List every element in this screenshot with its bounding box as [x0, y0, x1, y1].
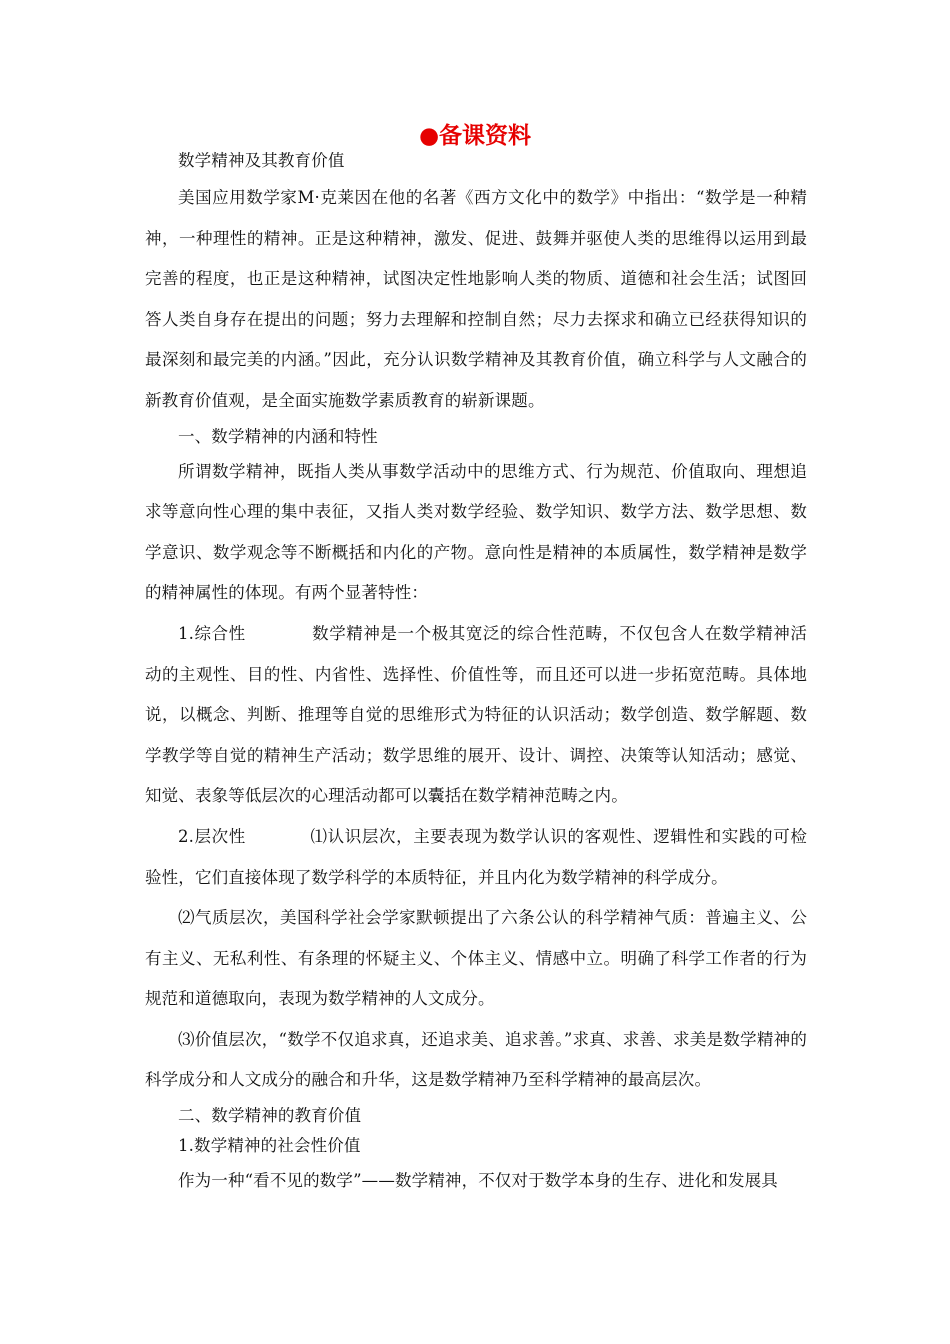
item-hierarchy	[145, 817, 807, 898]
paragraph-temperament-level: ⑵气质层次，美国科学社会学家默顿提出了六条公认的科学精神气质：普遍主义、公有主义、无私利性、有条理的怀疑主义、个体主义、情感中立。明确了科学工作者的行为规范和道德取向，表现为数学精神的人文成分。	[145, 908, 807, 1009]
paragraph-value-level: ⑶价值层次，“数学不仅追求真，还追求美、追求善。”求真、求善、求美是数学精神的科学成分和人文成分的融合和升华，这是数学精神乃至科学精神的最高层次。	[145, 1029, 807, 1090]
section-heading-2: 二、数学精神的教育价值	[178, 1106, 362, 1126]
paragraph-social-value: 作为一种“看不见的数学”——数学精神，不仅对于数学本身的生存、进化和发展具	[178, 1171, 778, 1191]
subsection-heading: 1.数学精神的社会性价值	[178, 1136, 361, 1156]
item-label: 1.综合性	[178, 623, 246, 643]
document-body	[145, 146, 807, 1202]
item-text: 数学精神是一个极其宽泛的综合性范畴，不仅包含人在数学精神活动的主观性、目的性、内省性、选择性、价值性等，而且还可以进一步拓宽范畴。具体地说，以概念、判断、推理等自觉的思维形式为特征的认识活动；数学创造、数学解题、数学教学等自觉的精神生产活动；数学思维的展开、设计、调控、决策等认知活动；感觉、知觉、表象等低层次的心理活动都可以囊括在数学精神范畴之内。	[145, 623, 807, 806]
item-label: 2.层次性	[178, 826, 246, 846]
paragraph-intro: 美国应用数学家M·克莱因在他的名著《西方文化中的数学》中指出：“数学是一种精神，一种理性的精神。正是这种精神，激发、促进、鼓舞并驱使人类的思维得以运用到最完善的程度，也正是这种精神，试图决定性地影响人类的物质、道德和社会生活；试图回答人类自身存在提出的问题；努力去理解和控制自然；尽力去探求和确立已经获得知识的最深刻和最完美的内涵。”因此，充分认识数学精神及其教育价值，确立科学与人文融合的新教育价值观，是全面实施数学素质教育的崭新课题。	[145, 188, 807, 410]
item-text: ⑴认识层次，主要表现为数学认识的客观性、逻辑性和实践的可检验性，它们直接体现了数学科学的本质特征，并且内化为数学精神的科学成分。	[145, 826, 807, 887]
title-text: 备课资料	[439, 123, 532, 149]
article-subtitle: 数学精神及其教育价值	[178, 151, 345, 170]
section-heading-1: 一、数学精神的内涵和特性	[178, 426, 378, 446]
item-comprehensiveness	[145, 614, 807, 817]
paragraph-definition: 所谓数学精神，既指人类从事数学活动中的思维方式、行为规范、价值取向、理想追求等意向性心理的集中表征，又指人类对数学经验、数学知识、数学方法、数学思想、数学意识、数学观念等不断概括和内化的产物。意向性是精神的本质属性，数学精神是数学的精神属性的体现。有两个显著特性：	[145, 461, 807, 603]
bullet-dot-icon: ●	[418, 123, 440, 149]
